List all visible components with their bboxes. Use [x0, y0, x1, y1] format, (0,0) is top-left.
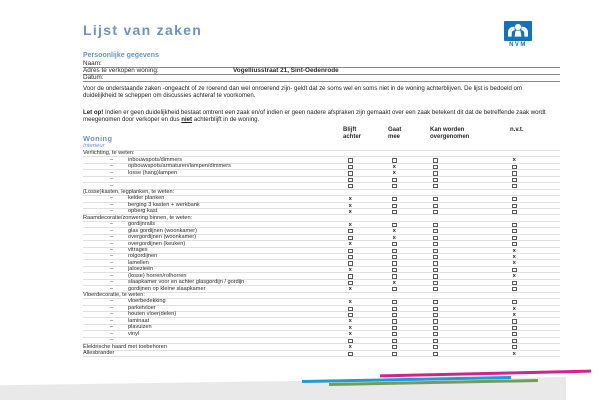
item-label: glas gordijnen (woonkamer) [128, 227, 198, 234]
checkbox-empty[interactable] [348, 274, 353, 278]
row-checkboxes [83, 196, 560, 201]
warning-paragraph: Let op! Indien er geen duidelijkheid bestaat omtrent een zaak en/of indien er geen nadere afspraken zijn gemaakt over een zaak betekent dit dat de betreffende zaak wordt meegenomen door verkoper en dus niet achterblijft in de woning. [83, 109, 546, 123]
row-checkboxes [83, 228, 560, 233]
checkbox-marked[interactable]: x [392, 279, 396, 286]
checkbox-empty[interactable] [348, 236, 353, 240]
checkbox-empty[interactable] [433, 300, 438, 304]
checkbox-marked[interactable]: x [348, 286, 352, 293]
field-adres[interactable] [83, 68, 560, 75]
checkbox-empty[interactable] [512, 332, 517, 336]
checkbox-marked[interactable]: x [348, 324, 352, 331]
row-checkboxes [83, 344, 560, 349]
checkbox-marked[interactable]: x [392, 163, 396, 170]
table-row [83, 351, 560, 357]
checkbox-empty[interactable] [512, 223, 517, 227]
row-checkboxes [83, 170, 560, 175]
row-checkboxes [83, 299, 560, 304]
checkbox-empty[interactable] [392, 178, 397, 182]
field-label: Datum: [83, 73, 104, 81]
checkbox-empty[interactable] [392, 204, 397, 208]
checkbox-empty[interactable] [512, 204, 517, 208]
checkbox-marked[interactable]: x [512, 254, 516, 260]
item-label: Allesbrander [83, 349, 115, 356]
checkbox-empty[interactable] [392, 319, 397, 323]
item-dash: – [110, 208, 114, 215]
checkbox-empty[interactable] [433, 319, 438, 323]
checkbox-empty[interactable] [433, 326, 438, 330]
checkbox-empty[interactable] [348, 178, 353, 182]
item-label: gordijnen op kleine slaapkamer [128, 285, 206, 292]
checkbox-empty[interactable] [512, 229, 517, 233]
checkbox-empty[interactable] [392, 197, 397, 201]
item-dash: – [110, 298, 114, 305]
checkbox-empty[interactable] [392, 249, 397, 253]
checkbox-empty[interactable] [348, 255, 353, 259]
row-checkboxes [83, 280, 560, 285]
checkbox-empty[interactable] [433, 184, 438, 188]
item-label: gordijnrails [128, 221, 156, 228]
checkbox-empty[interactable] [512, 319, 517, 323]
item-dash: – [110, 259, 114, 266]
checkbox-empty[interactable] [512, 197, 517, 201]
checkbox-empty[interactable] [392, 300, 397, 304]
nvm-logo-icon [504, 21, 532, 41]
checkbox-empty[interactable] [433, 281, 438, 285]
item-dash: – [110, 285, 114, 292]
checkbox-marked[interactable]: x [348, 344, 352, 351]
checkbox-marked[interactable]: x [512, 157, 516, 164]
column-header-gaat-mee: Gaat mee [388, 127, 402, 140]
item-label: losse (hang)lampen [128, 169, 178, 176]
item-dash: – [110, 163, 114, 170]
checkbox-empty[interactable] [392, 268, 397, 272]
checkbox-empty[interactable] [392, 158, 397, 162]
row-checkboxes [83, 183, 560, 188]
field-label: Naam: [83, 59, 102, 67]
item-label: laminaat [128, 317, 150, 324]
checkbox-marked[interactable]: x [392, 170, 396, 177]
checkbox-empty[interactable] [392, 184, 397, 188]
item-dash: – [110, 253, 114, 260]
checkbox-empty[interactable] [392, 345, 397, 349]
item-label: parketvloer [128, 304, 156, 311]
checkbox-empty[interactable] [348, 352, 353, 356]
checkbox-empty[interactable] [392, 261, 397, 265]
checkbox-empty[interactable] [348, 158, 353, 162]
checkbox-empty[interactable] [512, 210, 517, 214]
checkbox-marked[interactable]: x [512, 311, 516, 318]
item-dash: – [110, 317, 114, 324]
column-header-kan-worden-overgenomen: Kan worden overgenomen [430, 127, 470, 140]
checkbox-empty[interactable] [433, 274, 438, 278]
item-label: slaapkamer voor en achter glasgordijn / gordijn [128, 279, 245, 286]
row-checkboxes [83, 338, 560, 343]
page-title: Lijst van zaken [83, 22, 203, 38]
checkbox-empty[interactable] [348, 281, 353, 285]
field-value: Vogelliusstraat 21, Sint-Oedenrode [233, 66, 339, 74]
row-checkboxes [83, 164, 560, 169]
checkbox-marked[interactable]: x [348, 196, 352, 203]
checkbox-empty[interactable] [433, 197, 438, 201]
checkbox-empty[interactable] [433, 268, 438, 272]
checkbox-empty[interactable] [348, 261, 353, 265]
row-checkboxes [83, 254, 560, 259]
item-label: opbouwspots/armaturen/lampen/dimmers [128, 163, 231, 170]
checkbox-marked[interactable]: x [348, 202, 352, 209]
checkbox-empty[interactable] [433, 332, 438, 336]
checkbox-empty[interactable] [348, 165, 353, 169]
intro-paragraph: Voor de onderstaande zaken -ongeacht of ze roerend dan wel onroerend zijn- geldt dat ze soms wel en soms niet in de woning achterblijven. De lijst is bedoeld om duidelijkheid te scheppen om discussies achteraf te voorkomen. [83, 85, 523, 99]
checkbox-empty[interactable] [392, 352, 397, 356]
row-checkboxes [83, 325, 560, 330]
row-checkboxes [83, 306, 560, 311]
items-table [83, 150, 560, 357]
checkbox-marked[interactable]: x [348, 299, 352, 306]
checkbox-marked[interactable]: x [512, 273, 516, 280]
item-dash: – [110, 324, 114, 331]
table-column-headers [83, 127, 560, 141]
item-label: plavuizen [128, 324, 152, 331]
checkbox-empty[interactable] [433, 287, 438, 291]
checkbox-empty[interactable] [512, 184, 517, 188]
field-datum[interactable] [83, 75, 560, 82]
item-label: vitrages [128, 246, 148, 253]
item-label: lamellen [128, 259, 149, 266]
row-checkboxes [83, 331, 560, 336]
niet-emphasis: niet [181, 115, 193, 123]
checkbox-empty[interactable] [433, 171, 438, 175]
item-dash: – [110, 304, 114, 311]
checkbox-empty[interactable] [512, 236, 517, 240]
checkbox-empty[interactable] [348, 184, 353, 188]
subgroup-title-interieur: Interieur [83, 142, 105, 149]
checkbox-marked[interactable]: x [348, 266, 352, 273]
checkbox-empty[interactable] [433, 158, 438, 162]
checkbox-empty[interactable] [433, 242, 438, 246]
checkbox-marked[interactable]: x [348, 208, 352, 215]
item-label: overgordijnen (woonkamer) [128, 234, 197, 241]
checkbox-marked[interactable]: x [512, 350, 516, 357]
checkbox-empty[interactable] [512, 287, 517, 291]
checkbox-empty[interactable] [348, 249, 353, 253]
item-dash: – [110, 201, 114, 208]
row-checkboxes [83, 209, 560, 214]
checkbox-empty[interactable] [512, 326, 517, 330]
item-dash: – [110, 311, 114, 318]
checkbox-empty[interactable] [392, 255, 397, 259]
checkbox-empty[interactable] [392, 332, 397, 336]
item-dash: – [110, 182, 114, 189]
item-dash: – [110, 279, 114, 286]
checkbox-empty[interactable] [512, 242, 517, 246]
item-dash: – [110, 195, 114, 202]
row-checkboxes [83, 241, 560, 246]
checkbox-marked[interactable]: x [512, 260, 516, 267]
checkbox-empty[interactable] [433, 352, 438, 356]
item-dash: – [110, 221, 114, 228]
checkbox-empty[interactable] [433, 178, 438, 182]
checkbox-marked[interactable]: x [348, 318, 352, 325]
item-dash: – [110, 330, 114, 337]
checkbox-empty[interactable] [392, 274, 397, 278]
checkbox-marked[interactable]: x [392, 234, 396, 241]
checkbox-empty[interactable] [348, 313, 353, 317]
checkbox-empty[interactable] [433, 165, 438, 169]
checkbox-empty[interactable] [433, 313, 438, 317]
row-checkboxes [83, 222, 560, 227]
checkbox-empty[interactable] [512, 171, 517, 175]
checkbox-empty[interactable] [392, 242, 397, 246]
item-label: overgordijnen (keuken) [128, 240, 186, 247]
item-label: (Losse)kasten, legplanken, te weten: [83, 189, 175, 196]
checkbox-empty[interactable] [392, 326, 397, 330]
checkbox-empty[interactable] [433, 249, 438, 253]
item-dash: – [110, 176, 114, 183]
checkbox-empty[interactable] [433, 204, 438, 208]
row-checkboxes [83, 248, 560, 253]
column-header-nvt: n.v.t. [510, 127, 524, 133]
row-checkboxes [83, 157, 560, 162]
group-title-woning: Woning [83, 134, 113, 143]
checkbox-empty[interactable] [512, 178, 517, 182]
let-op-label: Let op! [83, 109, 104, 116]
checkbox-empty[interactable] [512, 300, 517, 304]
checkbox-empty[interactable] [392, 223, 397, 227]
item-label: Verlichting, te weten: [83, 150, 135, 157]
checkbox-empty[interactable] [433, 236, 438, 240]
checkbox-marked[interactable]: x [392, 228, 396, 235]
row-checkboxes [83, 203, 560, 208]
column-header-blijft-achter: Blijft achter [343, 127, 362, 140]
checkbox-marked[interactable]: x [512, 247, 516, 254]
item-label: houten vloer(delen) [128, 311, 177, 318]
checkbox-empty[interactable] [348, 229, 353, 233]
checkbox-empty[interactable] [348, 171, 353, 175]
row-checkboxes [83, 273, 560, 278]
item-dash: – [110, 156, 114, 163]
item-label: Raamdecoratie/zonwering binnen, te weten: [83, 214, 193, 221]
nvm-logo [504, 21, 532, 48]
item-dash: – [110, 227, 114, 234]
item-label: vinyl [128, 330, 140, 337]
row-checkboxes [83, 260, 560, 265]
checkbox-marked[interactable]: x [348, 331, 352, 338]
item-label: opberg kast [128, 208, 158, 215]
item-dash: – [110, 272, 114, 279]
row-checkboxes [83, 351, 560, 356]
checkbox-empty[interactable] [512, 165, 517, 169]
item-dash: – [110, 246, 114, 253]
personal-section-title: Persoonlijke gegevens [83, 52, 159, 59]
item-label: berging 3 kasten + werkbank [128, 201, 200, 208]
checkbox-empty[interactable] [433, 307, 438, 311]
personal-data-section [83, 52, 560, 82]
item-dash: – [110, 240, 114, 247]
checkbox-empty[interactable] [392, 313, 397, 317]
item-dash: – [110, 337, 114, 344]
checkbox-empty[interactable] [512, 281, 517, 285]
item-label: inbouwspots/dimmers [128, 156, 183, 163]
checkbox-empty[interactable] [433, 339, 438, 343]
item-dash: – [110, 234, 114, 241]
checkbox-empty[interactable] [433, 210, 438, 214]
checkbox-marked[interactable]: x [512, 305, 516, 312]
item-label: vloerbedekking [128, 298, 166, 305]
row-checkboxes [83, 177, 560, 182]
checkbox-empty[interactable] [348, 339, 353, 343]
item-dash: – [110, 266, 114, 273]
row-checkboxes [83, 286, 560, 291]
row-checkboxes [83, 235, 560, 240]
row-checkboxes [83, 318, 560, 323]
nvm-logo-text: NVM [509, 42, 527, 48]
item-label: Elektrische haard met toebehoren [83, 343, 167, 350]
item-dash: – [110, 169, 114, 176]
checkbox-empty[interactable] [433, 229, 438, 233]
checkbox-empty[interactable] [512, 345, 517, 349]
checkbox-marked[interactable]: x [348, 221, 352, 228]
checkbox-empty[interactable] [512, 268, 517, 272]
item-label: kelder planken [128, 195, 165, 202]
item-label: Vloerdecoratie, te weten: [83, 292, 145, 299]
row-checkboxes [83, 267, 560, 272]
checkbox-empty[interactable] [433, 255, 438, 259]
checkbox-empty[interactable] [433, 345, 438, 349]
field-label: Adres te verkopen woning: [83, 66, 159, 74]
checkbox-empty[interactable] [392, 339, 397, 343]
item-label: (losse) horren/rolhorren [128, 272, 187, 279]
item-label: jaloezieën [128, 266, 154, 273]
checkbox-empty[interactable] [392, 287, 397, 291]
checkbox-empty[interactable] [433, 223, 438, 227]
checkbox-empty[interactable] [512, 339, 517, 343]
checkbox-empty[interactable] [348, 307, 353, 311]
checkbox-empty[interactable] [392, 307, 397, 311]
row-checkboxes [83, 312, 560, 317]
checkbox-empty[interactable] [433, 261, 438, 265]
item-label: rolgordijnen [128, 253, 158, 260]
checkbox-empty[interactable] [392, 210, 397, 214]
checkbox-marked[interactable]: x [348, 241, 352, 248]
